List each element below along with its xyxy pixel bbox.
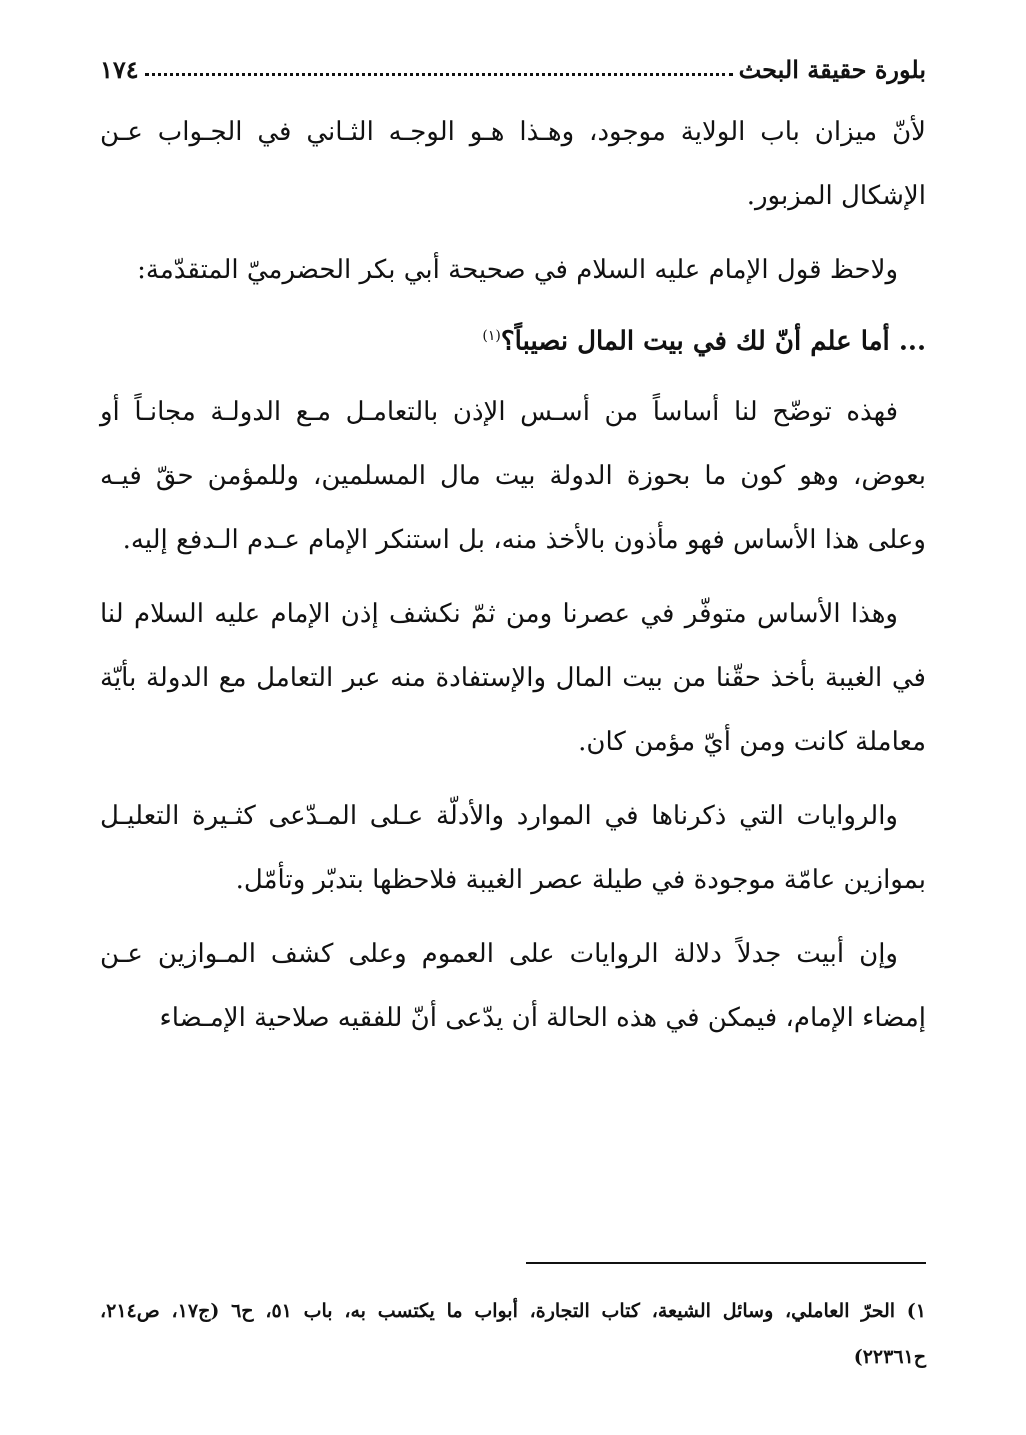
quote-text: ... أما علم أنّ لك في بيت المال نصيباً؟ <box>500 326 926 357</box>
paragraph-3: فهذه توضّح لنا أساساً من أسـس الإذن بالتعامـل مـع الدولـة مجانـاً أو بعوض، وهو كون ما بحوزة الدولة بيت مال المسلمين، وللمؤمن حقّ فيـه وعلى هذا الأساس فهو مأذون بالأخذ منه، بل استنكر الإمام عـدم الـدفع إليه. <box>100 396 926 555</box>
body-text <box>100 100 926 1060</box>
paragraph-1: لأنّ ميزان باب الولاية موجود، وهـذا هـو الوجـه الثـاني في الجـواب عـن الإشكال المزبور. <box>100 117 926 211</box>
quoted-hadith <box>100 312 926 366</box>
paragraph-6: وإن أبيت جدلاً دلالة الروايات على العموم وعلى كشف المـوازين عـن إمضاء الإمام، فيمكن في هذه الحالة أن يدّعى أنّ للفقيه صلاحية الإمـضاء <box>100 938 926 1033</box>
footnote: ١) الحرّ العاملي، وسائل الشيعة، كتاب التجارة، أبواب ما يكتسب به، باب ٥١، ح٦ (ج١٧، ص٢١٤، ح٢٢٣٦١) <box>100 1300 927 1368</box>
page-number: ١٧٤ <box>100 55 139 84</box>
running-header <box>100 44 926 84</box>
footnote-reference: (١) <box>482 328 501 344</box>
paragraph-4: وهذا الأساس متوفّر في عصرنا ومن ثمّ نكشف إذن الإمام عليه السلام لنا في الغيبة بأخذ حقّنا من بيت المال والإستفادة منه عبر التعامل مع الدولة بأيّة معاملة كانت ومن أيّ مؤمن كان. <box>100 598 926 757</box>
paragraph-2: ولاحظ قول الإمام عليه السلام في صحيحة أبي بكر الحضرميّ المتقدّمة: <box>137 255 898 285</box>
header-leader-dots <box>145 73 733 76</box>
footnote-divider <box>526 1262 926 1264</box>
header-title: بلورة حقيقة البحث <box>738 55 926 84</box>
paragraph-5: والروايات التي ذكرناها في الموارد والأدلّة عـلى المـدّعى كثـيرة التعليـل بموازين عامّة موجودة في طيلة عصر الغيبة فلاحظها بتدبّر وتأمّل. <box>100 800 926 895</box>
